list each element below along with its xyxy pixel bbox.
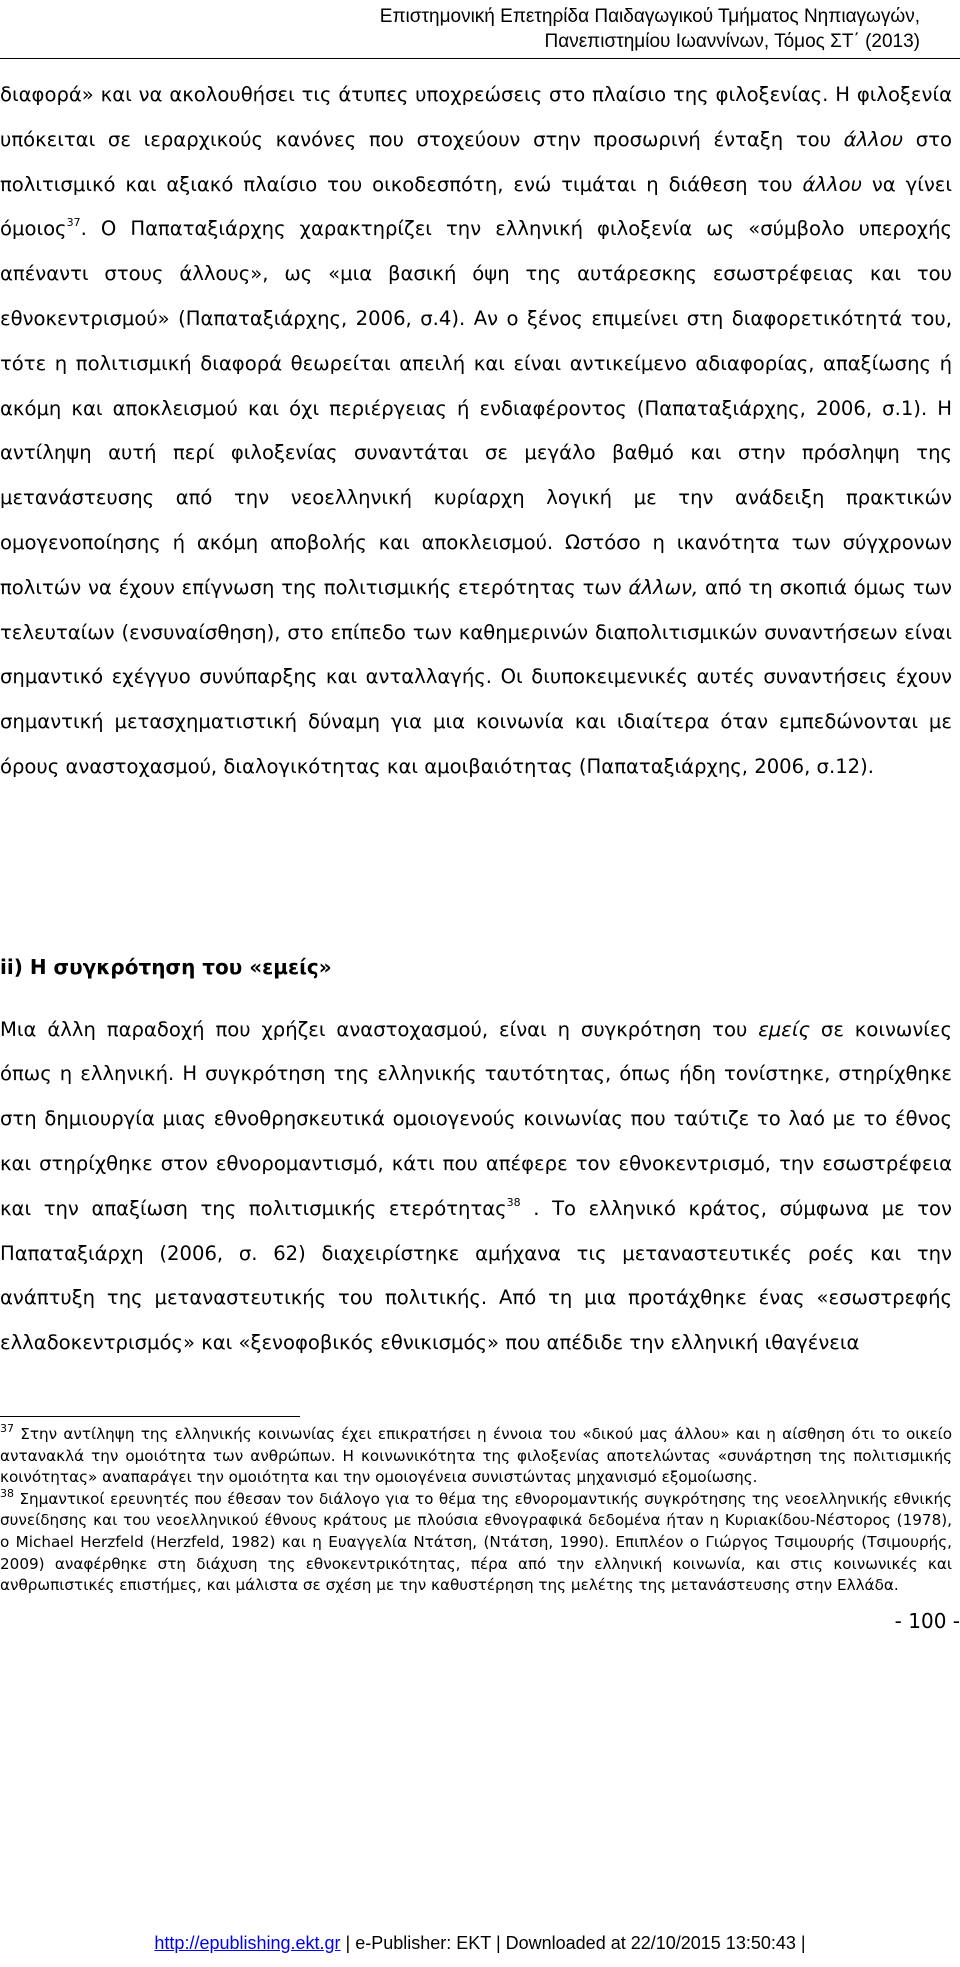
- text-run: Μια άλλη παραδοχή που χρήζει αναστοχασμού, είναι η συγκρότηση του: [0, 1017, 759, 1041]
- italic-term: άλλων,: [628, 575, 699, 599]
- section-heading: ii) Η συγκρότηση του «εμείς»: [0, 955, 332, 979]
- footnote-number: 37: [0, 1422, 14, 1435]
- body-text-section-2: [0, 988, 952, 1386]
- footnote-37: [0, 1424, 952, 1489]
- download-info: | e-Publisher: EKT | Downloaded at 22/10/2015 13:50:43 |: [340, 1933, 806, 1953]
- text-run: . Το ελληνικό κράτος, σύμφωνα με τον Παπαταξιάρχη (2006, σ. 62) διαχειρίστηκε αμήχανα τις μεταναστευτικές ροές και την ανάπτυξη της μεταναστευτικής του πολιτικής. Από τη μια προτάχθηκε ένας «εσωστρεφής ελλαδοκεντρισμός» και «ξενοφοβικός εθνικισμός» που απέδιδε την ελληνική ιθαγένεια: [0, 1196, 952, 1355]
- body-text-section-1: [0, 73, 952, 790]
- text-run: να γίνει όμοιος: [0, 172, 952, 241]
- page-number: - 100 -: [894, 1609, 960, 1633]
- footnote-number: 38: [0, 1486, 14, 1500]
- running-header: [0, 4, 920, 54]
- footnote-38: [0, 1486, 952, 1597]
- text-run: σε κοινωνίες όπως η ελληνική. Η συγκρότηση της ελληνικής ταυτότητας, όπως ήδη τονίστηκε, στηρίχθηκε στη δημιουργία μιας εθνοθρησκευτικά ομοιογενούς κοινωνίας που ταύτιζε το λαό με το έθνος και στηρίχθηκε στον εθνορομαντισμό, κάτι που απέφερε τον εθνοκεντρισμό, την εσωστρέφεια και την απαξίωση της πολιτισμικής ετερότητας: [0, 1017, 952, 1220]
- italic-term: άλλου: [802, 172, 862, 196]
- paragraph-hospitality: [0, 73, 952, 790]
- header-divider: [0, 58, 960, 59]
- footnote-text: Στην αντίληψη της ελληνικής κοινωνίας έχει επικρατήσει η έννοια του «δικού μας άλλου» και η αίσθηση ότι το οικείο αντανακλά την ομοιότητα των ανθρώπων. Η κοινωνικότητα της φιλοξενίας αποτελώντας «συνάρτηση της πολιτισμικής κοινότητας» αναπαράγει την ομοιότητα και την ομοιογένεια συνιστώντας μηχανισμό εξομοίωσης.: [0, 1425, 952, 1487]
- text-run: στο πολιτισμικό και αξιακό πλαίσιο του οικοδεσπότη, ενώ τιμάται η διάθεση του: [0, 127, 952, 196]
- text-run: . Ο Παπαταξιάρχης χαρακτηρίζει την ελληνική φιλοξενία ως «σύμβολο υπεροχής απέναντι στους άλλους», ως «μια βασική όψη της αυτάρεσκης εσωστρέφειας και του εθνοκεντρισμού» (Παπαταξιάρχης, 2006, σ.4). Αν ο ξένος επιμείνει στη διαφορετικότητά του, τότε η πολιτισμική διαφορά θεωρείται απειλή και είναι αντικείμενο αδιαφορίας, απαξίωσης ή ακόμη και αποκλεισμού και όχι περιέργειας ή ενδιαφέροντος (Παπαταξιάρχης, 2006, σ.1). Η αντίληψη αυτή περί φιλοξενίας συναντάται σε μεγάλο βαθμό και στην πρόσληψη της μετανάστευσης από την νεοελληνική κυρίαρχη λογική με την ανάδειξη πρακτικών ομογενοποίησης ή ακόμη αποβολής και αποκλεισμού. Ωστόσο η ικανότητα των σύγχρονων πολιτών να έχουν επίγνωση της πολιτισμικής ετερότητας των: [0, 217, 952, 599]
- publisher-link[interactable]: http://epublishing.ekt.gr: [154, 1933, 341, 1953]
- footnote-ref-38[interactable]: 38: [506, 1195, 521, 1209]
- paragraph-we-construction: [0, 1008, 952, 1366]
- italic-term: εμείς: [758, 1017, 810, 1041]
- footnote-ref-37[interactable]: 37: [66, 216, 81, 230]
- text-run: διαφορά» και να ακολουθήσει τις άτυπες υποχρεώσεις στο πλαίσιο της φιλοξενίας. Η φιλοξενία υπόκειται σε ιεραρχικούς κανόνες που στοχεύουν στην προσωρινή ένταξη του: [0, 83, 952, 151]
- download-footer: [0, 1933, 960, 1954]
- text-run: από τη σκοπιά όμως των τελευταίων (ενσυναίσθηση), στο επίπεδο των καθημερινών διαπολιτισμικών συναντήσεων είναι σημαντικό εχέγγυο συνύπαρξης και ανταλλαγής. Οι διυποκειμενικές αυτές συναντήσεις έχουν σημαντική μετασχηματιστική δύναμη για μια κοινωνία και ιδιαίτερα όταν εμπεδώνονται με όρους αναστοχασμού, διαλογικότητας και αμοιβαιότητας (Παπαταξιάρχης, 2006, σ.12).: [0, 575, 952, 778]
- journal-title: Επιστημονική Επετηρίδα Παιδαγωγικού Τμήματος Νηπιαγωγών,: [379, 6, 920, 27]
- journal-volume: Πανεπιστημίου Ιωαννίνων, Τόμος ΣΤ΄ (2013): [544, 31, 920, 52]
- footnote-text: Σημαντικοί ερευνητές που έθεσαν τον διάλογο για το θέμα της εθνορομαντικής συγκρότησης της νεοελληνικής εθνικής συνείδησης και του νεοελληνικού έθνους κράτους με πλούσια εθνογραφικά δεδομένα ήταν η Κυριακίδου-Νέστορος (1978), ο Michael Herzfeld (Herzfeld, 1982) και η Ευαγγελία Ντάτση, (Ντάτση, 1990). Επιπλέον ο Γιώργος Τσιμουρής (Τσιμουρής, 2009) αναφέρθηκε στη διάχυση της εθνοκεντρικότητας, πέρα από την ελληνική κοινωνία, και στις κοινωνικές και ανθρωπιστικές επιστήμες, και μάλιστα σε σχέση με την καθυστέρηση της μελέτης της μετανάστευσης στην Ελλάδα.: [0, 1489, 952, 1595]
- italic-term: άλλου: [843, 127, 904, 151]
- footnote-separator: [0, 1416, 300, 1417]
- footnotes: [0, 1424, 952, 1597]
